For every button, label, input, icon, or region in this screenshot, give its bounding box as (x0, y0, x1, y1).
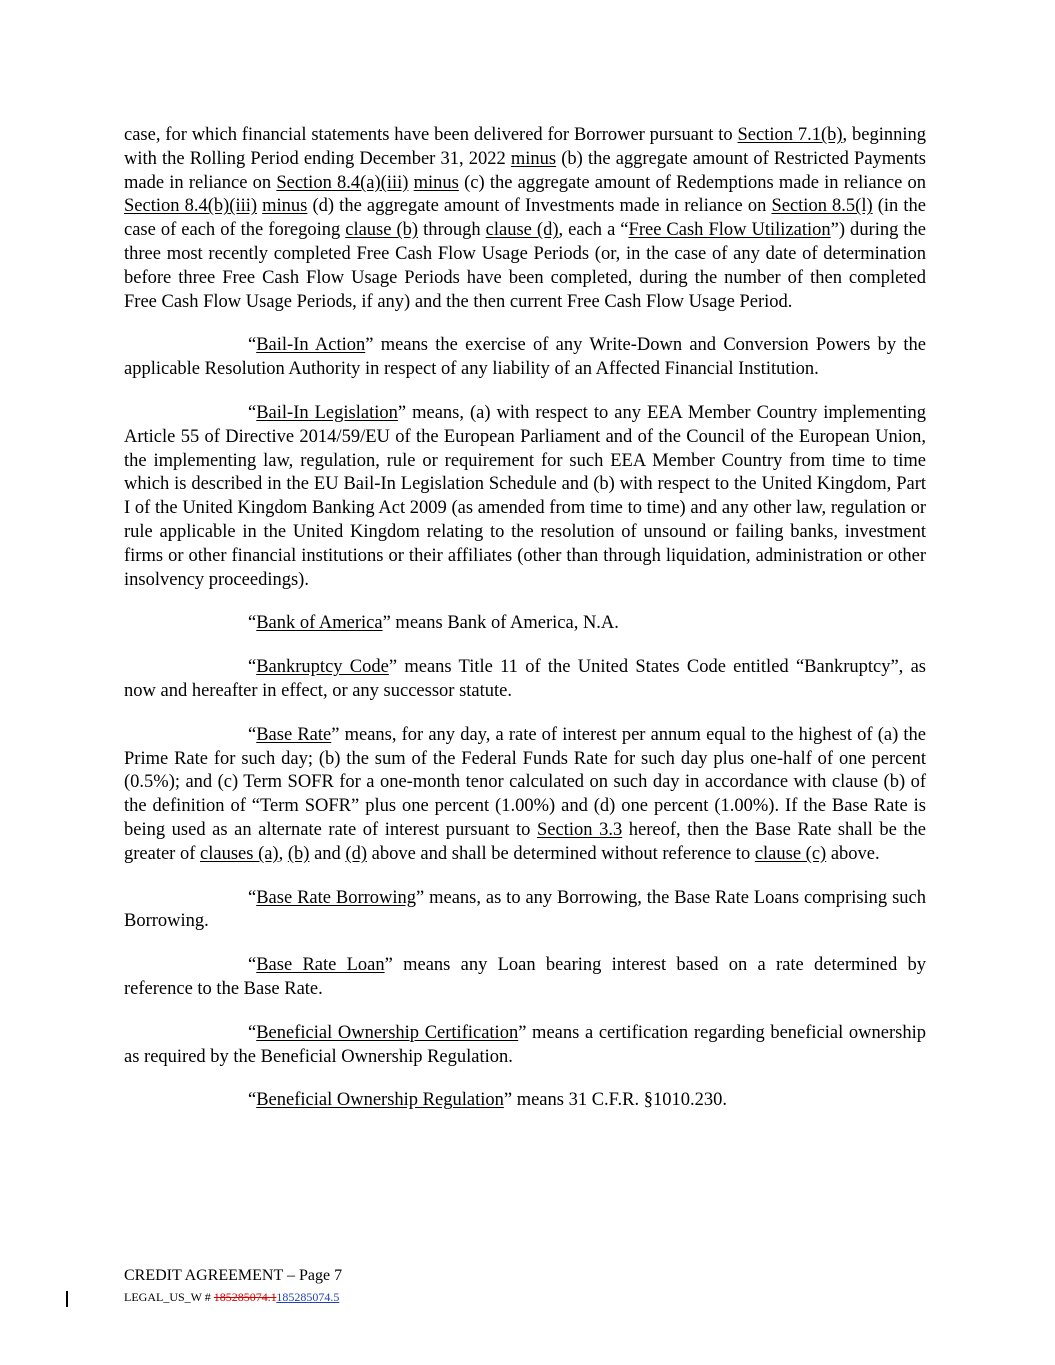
document-body (124, 124, 926, 1113)
defined-term: Bankruptcy Code (256, 657, 389, 678)
section-8-4-a-iii-link: Section 8.4(a)(iii) (276, 172, 409, 193)
paragraph-continuation: case, for which financial statements have been delivered for Borrower pursuant to Section 7.1(b), beginning with the Rolling Period ending December 31, 2022 minus (b) the aggregate amount of Restricted Payments made in reliance on Section 8.4(a)(iii) minus (c) the aggregate amount of Redemptions made in reliance on Section 8.4(b)(iii) minus (d) the aggregate amount of Investments made in reliance on Section 8.5(l) (in the case of each of the foregoing clause (b) through clause (d), each a “Free Cash Flow Utilization”) during the three most recently completed Free Cash Flow Usage Periods (or, in the case of any date of determination before three Free Cash Flow Usage Periods have been completed, during the number of then completed Free Cash Flow Usage Periods, if any) and the then current Free Cash Flow Usage Period. (124, 125, 927, 312)
defined-term: Base Rate Loan (256, 955, 385, 976)
footer-document-id: LEGAL_US_W # 185285074.1185285074.5 (124, 1290, 340, 1304)
definition-base-rate-borrowing: “Base Rate Borrowing” means, as to any Borrowing, the Base Rate Loans comprising such Borrowing. (124, 887, 926, 932)
defined-term: Base Rate (256, 724, 332, 745)
defined-term: Beneficial Ownership Certification (256, 1022, 519, 1043)
definition-beneficial-ownership-regulation: “Beneficial Ownership Regulation” means 31 C.F.R. §1010.230. (248, 1090, 727, 1111)
defined-term: Beneficial Ownership Regulation (256, 1090, 504, 1111)
definition-bail-in-action: “Bail-In Action” means the exercise of any Write-Down and Conversion Powers by the applicable Resolution Authority in respect of any liability of an Affected Financial Institution. (124, 335, 927, 380)
section-7-1-b-link: Section 7.1(b) (737, 125, 843, 145)
definition-base-rate-loan: “Base Rate Loan” means any Loan bearing interest based on a rate determined by reference to the Base Rate. (124, 955, 927, 999)
defined-term: Bail-In Action (256, 335, 366, 356)
section-3-3-link: Section 3.3 (537, 819, 623, 840)
defined-term: Bail-In Legislation (256, 402, 398, 423)
defined-term: Base Rate Borrowing (256, 887, 417, 908)
revision-change-bar (66, 1291, 68, 1307)
definition-beneficial-ownership-certification: “Beneficial Ownership Certification” means a certification regarding beneficial ownership as required by the Beneficial Ownership Regulation. (124, 1022, 926, 1067)
section-8-4-b-iii-link: Section 8.4(b)(iii) (124, 196, 258, 217)
deleted-document-id: 185285074.1 (213, 1290, 277, 1304)
definition-base-rate: “Base Rate” means, for any day, a rate of interest per annum equal to the highest of (a) the Prime Rate for such day; (b) the sum of the Federal Funds Rate for such day plus one-half of one percent (0.5%); and (c) Term SOFR for a one-month tenor calculated on such day in accordance with clause (b) of the definition of “Term SOFR” plus one percent (1.00%) and (d) one percent (1.00%). If the Base Rate is being used as an alternate rate of interest pursuant to Section 3.3 hereof, then the Base Rate shall be the greater of clauses (a), (b) and (d) above and shall be determined without reference to clause (c) above. (124, 724, 927, 864)
definition-bankruptcy-code: “Bankruptcy Code” means Title 11 of the United States Code entitled “Bankruptcy”, as now and hereafter in effect, or any successor statute. (124, 657, 926, 701)
defined-term-free-cash-flow-utilization: Free Cash Flow Utilization (628, 220, 831, 241)
footer-page-title: CREDIT AGREEMENT – Page 7 (124, 1267, 343, 1284)
inserted-document-id: 185285074.5 (276, 1290, 340, 1304)
section-8-5-l-link: Section 8.5(l) (771, 196, 873, 217)
definition-bank-of-america: “Bank of America” means Bank of America, N.A. (248, 613, 619, 634)
defined-term: Bank of America (256, 613, 383, 634)
definition-bail-in-legislation: “Bail-In Legislation” means, (a) with respect to any EEA Member Country implementing Article 55 of Directive 2014/59/EU of the European Parliament and of the Council of the European Union, the implementing law, regulation, rule or requirement for such EEA Member Country from time to time which is described in the EU Bail-In Legislation Schedule and (b) with respect to the United Kingdom, Part I of the United Kingdom Banking Act 2009 (as amended from time to time) and any other law, regulation or rule applicable in the United Kingdom relating to the resolution of unsound or failing banks, investment firms or other financial institutions or their affiliates (other than through liquidation, administration or other insolvency proceedings). (124, 402, 926, 590)
page-footer (124, 1266, 342, 1305)
